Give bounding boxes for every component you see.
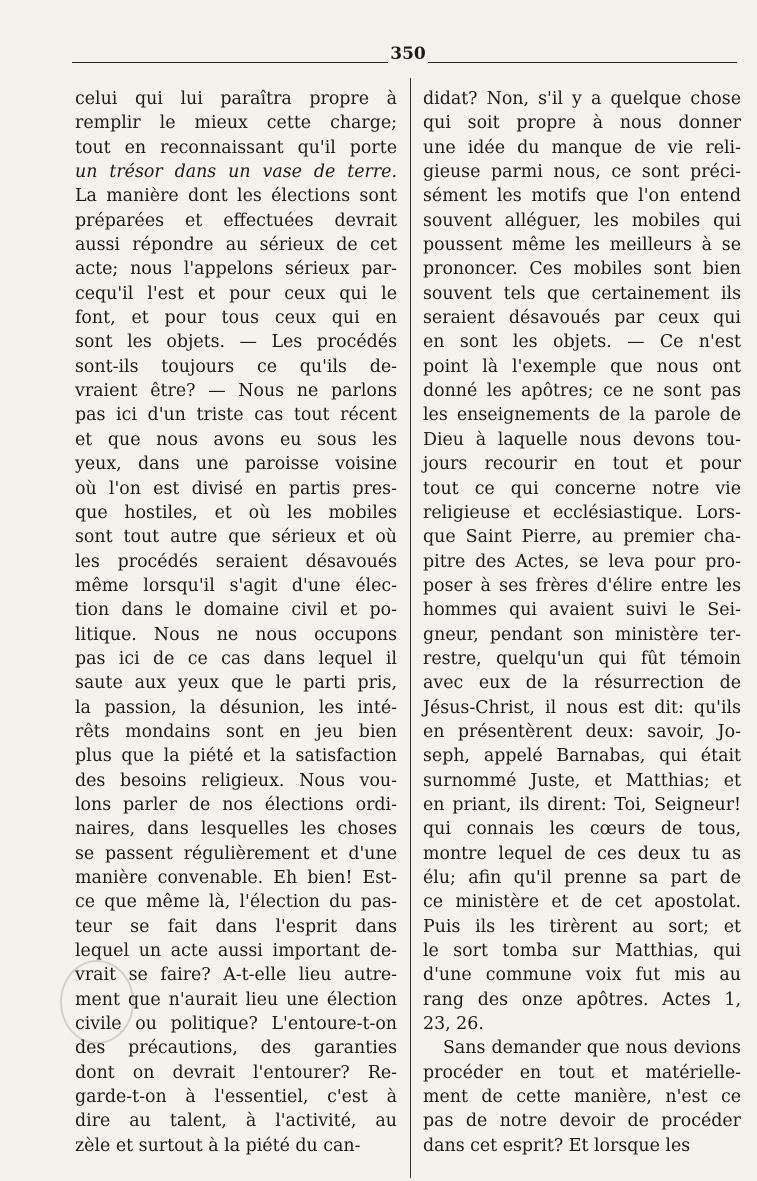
text-line: que hostiles, et où les mobiles bbox=[75, 502, 397, 523]
text-line: celui qui lui paraîtra propre à bbox=[75, 89, 397, 109]
text-line: procéder en tout et matérielle- bbox=[423, 1062, 741, 1083]
text-line: seraient désavoués par ceux qui bbox=[423, 308, 741, 329]
text-line: ment de cette manière, n'est ce bbox=[423, 1087, 741, 1108]
text-line: religieuse et ecclésiastique. Lors- bbox=[423, 502, 741, 523]
text-line: saute aux yeux que le parti pris, bbox=[75, 673, 397, 694]
text-line: dire au talent, à l'activité, au bbox=[75, 1111, 397, 1132]
text-line: d'une commune voix fut mis au bbox=[423, 965, 741, 986]
text-line: Sans demander que nous devions bbox=[443, 1038, 741, 1059]
text-line: en présentèrent deux: savoir, Jo- bbox=[423, 721, 741, 742]
text-line: poussent même les meilleurs à se bbox=[423, 235, 741, 256]
column-divider bbox=[410, 78, 411, 1178]
text-line: vraient être? — Nous ne parlons bbox=[75, 381, 397, 402]
text-line: didat? Non, s'il y a quelque chose bbox=[423, 89, 741, 109]
text-line: 23, 26. bbox=[423, 1014, 484, 1035]
text-line: restre, quelqu'un qui fût témoin bbox=[423, 648, 741, 669]
text-line: poser à ses frères d'élire entre les bbox=[423, 575, 741, 596]
text-line: les procédés seraient désavoués bbox=[75, 551, 397, 572]
text-line: pas ici de ce cas dans lequel il bbox=[75, 648, 397, 669]
text-line: gneur, pendant son ministère ter- bbox=[423, 624, 741, 645]
text-line: jours recourir en tout et pour bbox=[423, 454, 741, 475]
text-line: naires, dans lesquelles les choses bbox=[75, 819, 397, 840]
text-line: qui soit propre à nous donner bbox=[423, 113, 741, 134]
text-line: Dieu à laquelle nous devons tou- bbox=[423, 429, 741, 450]
text-line: et que nous avons eu sous les bbox=[75, 429, 397, 450]
text-line: avec eux de la résurrection de bbox=[423, 673, 741, 694]
text-line: préparées et effectuées devrait bbox=[75, 210, 397, 231]
text-line: acte; nous l'appelons sérieux par- bbox=[75, 259, 397, 280]
text-line: les enseignements de la parole de bbox=[423, 405, 741, 426]
text-line: dans cet esprit? Et lorsque les bbox=[423, 1135, 691, 1156]
text-line: en sont les objets. — Ce n'est bbox=[423, 332, 741, 353]
text-line: yeux, dans une paroisse voisine bbox=[75, 454, 397, 475]
text-line: sont tout autre que sérieux et où bbox=[75, 527, 397, 548]
text-line: donné les apôtres; ce ne sont pas bbox=[423, 381, 741, 402]
text-line: le sort tomba sur Matthias, qui bbox=[423, 941, 741, 962]
text-line: hommes qui avaient suivi le Sei- bbox=[423, 600, 741, 621]
text-line: sément les motifs que l'on entend bbox=[423, 186, 741, 207]
text-line: surnommé Juste, et Matthias; et bbox=[423, 770, 741, 791]
text-line: où l'on est divisé en partis pres- bbox=[75, 478, 397, 499]
text-line: même lorsqu'il s'agit d'une élec- bbox=[75, 575, 397, 596]
text-line: ce que même là, l'élection du pas- bbox=[75, 892, 397, 913]
text-line: point là l'exemple que nous ont bbox=[423, 356, 741, 377]
text-line: rêts mondains sont en jeu bien bbox=[75, 721, 397, 742]
text-line: lequel un acte aussi important de- bbox=[75, 941, 397, 962]
text-line: tout ce qui concerne notre vie bbox=[423, 478, 741, 499]
text-line: des besoins religieux. Nous vou- bbox=[75, 770, 397, 791]
text-line: montre lequel de ces deux tu as bbox=[423, 843, 741, 864]
text-line: remplir le mieux cette charge; bbox=[75, 113, 397, 134]
text-line: teur se fait dans l'esprit dans bbox=[75, 916, 397, 937]
text-line: civile ou politique? L'entoure-t-on bbox=[75, 1014, 397, 1035]
text-line: dont on devrait l'entourer? Re- bbox=[75, 1062, 397, 1083]
text-line: seph, appelé Barnabas, qui était bbox=[423, 746, 741, 767]
text-line: lons parler de nos élections ordi- bbox=[75, 794, 397, 815]
text-line: pas ici d'un triste cas tout récent bbox=[75, 405, 397, 426]
text-line: plus que la piété et la satisfaction bbox=[75, 746, 397, 767]
text-line: Puis ils les tirèrent au sort; et bbox=[423, 916, 741, 937]
text-line: manière convenable. Eh bien! Est- bbox=[75, 868, 397, 888]
text-line: zèle et surtout à la piété du can- bbox=[75, 1135, 361, 1156]
text-line: tion dans le domaine civil et po- bbox=[75, 600, 397, 621]
text-line: sont les objets. — Les procédés bbox=[75, 332, 397, 353]
text-line: ment que n'aurait lieu une élection bbox=[75, 989, 397, 1010]
text-line: garde-t-on à l'essentiel, c'est à bbox=[75, 1087, 397, 1108]
text-line: ce ministère et de cet apostolat. bbox=[423, 892, 741, 913]
text-line: vrait se faire? A-t-elle lieu autre- bbox=[75, 965, 397, 986]
text-line: un trésor dans un vase de terre. bbox=[75, 162, 397, 183]
page-number: 350 bbox=[388, 44, 428, 64]
text-line: une idée du manque de vie reli- bbox=[423, 137, 741, 158]
text-line: gieuse parmi nous, ce sont préci- bbox=[423, 162, 741, 183]
text-line: pitre des Actes, se leva pour pro- bbox=[423, 551, 741, 572]
text-line: élu; afin qu'il prenne sa part de bbox=[423, 868, 741, 888]
text-line: litique. Nous ne nous occupons bbox=[75, 624, 397, 645]
text-line: font, et pour tous ceux qui en bbox=[75, 308, 397, 329]
text-line: se passent régulièrement et d'une bbox=[75, 843, 397, 864]
text-line: rang des onze apôtres. Actes 1, bbox=[423, 989, 741, 1010]
right-column bbox=[423, 87, 741, 1158]
text-line: Jésus-Christ, il nous est dit: qu'ils bbox=[423, 697, 741, 718]
text-line: aussi répondre au sérieux de cet bbox=[75, 235, 397, 256]
text-line: qui connais les cœurs de tous, bbox=[423, 819, 741, 840]
text-line: sont-ils toujours ce qu'ils de- bbox=[75, 356, 397, 377]
text-line: la passion, la désunion, les inté- bbox=[75, 697, 397, 718]
text-line: pas de notre devoir de procéder bbox=[423, 1111, 741, 1132]
left-column bbox=[75, 87, 397, 1158]
text-line: prononcer. Ces mobiles sont bien bbox=[423, 259, 741, 280]
text-line: La manière dont les élections sont bbox=[75, 186, 397, 207]
text-line: souvent tels que certainement ils bbox=[423, 283, 741, 304]
text-line: des précautions, des garanties bbox=[75, 1038, 397, 1059]
text-line: que Saint Pierre, au premier cha- bbox=[423, 527, 741, 548]
text-line: tout en reconnaissant qu'il porte bbox=[75, 137, 397, 158]
text-line: souvent alléguer, les mobiles qui bbox=[423, 210, 741, 231]
text-line: cequ'il l'est et pour ceux qui le bbox=[75, 283, 397, 304]
text-line: en priant, ils dirent: Toi, Seigneur! bbox=[423, 794, 741, 815]
